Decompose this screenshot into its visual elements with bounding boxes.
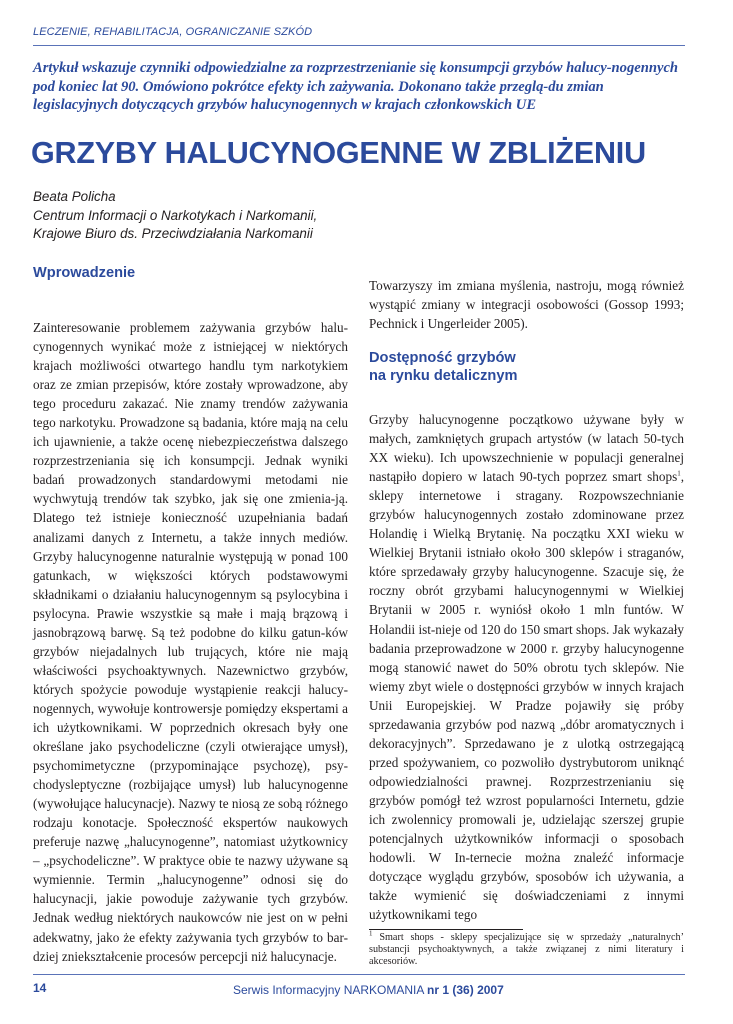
column-right-body (369, 410, 684, 924)
retail-text-part-1: Grzyby halucynogenne początkowo używane były w małych, zamkniętych grupach artystów (w latach 50-tych XX wieku). Ich upowszechnienie w populacji generalnej nastąpiło dopiero w latach 90-tych poprzez smart shops (369, 412, 684, 485)
retail-paragraph (369, 410, 684, 924)
article-title: GRZYBY HALUCYNOGENNE W ZBLIŻENIU (31, 136, 646, 170)
author-affiliation-1: Centrum Informacji o Narkotykach i Narkomanii, (33, 207, 318, 223)
journal-footer (233, 983, 504, 997)
column-right-top (369, 276, 684, 333)
author-name: Beata Policha (33, 189, 116, 204)
heading-introduction: Wprowadzenie (33, 265, 136, 281)
intro-paragraph: Zainteresowanie problemem zażywania grzybów halu-cynogennych wynikać może z istniejącej w niektórych krajach możliwości otwartego handlu tym narkotykiem oraz ze zmian przepisów, które zostały wprowadzone, aby tego proceduru zakazać. Nie znamy trendów zażywania tego narkotyku. Prowadzone są badania, które mają na celu ich ujawnienie, a także ocenę niebezpieczeństwa dalszego rozprzestrzeniania się ich konsumpcji. Jednak wyniki badań prowadzonych standardowymi metodami nie wychwytują trendów tak szybko, jak się one zmienia-ją. Dlatego też istnieje konieczność uzupełniania badań analizami danych z Internetu, a także innych mediów. Grzyby halucynogenne naturalnie występują w ponad 100 gatunkach, w większości których podstawowymi składnikami o działaniu halucynogennym są psylocybina i psylocyna. Prawie wszystkie są małe i mają brązową i jasnobrązową barwę. Są też podobne do kilku gatun-ków grzybów niejadalnych lub trujących, które nie mają właściwości psychoaktywnych. Nazewnictwo grzybów, których spożycie powoduje wystąpienie reakcji halucy-nogennych, wywołuje kontrowersje pomiędzy ekspertami a ich użytkownikami. W poprzednich okresach były one określane jako psychodeliczne (czyli otwierające umysł), psychomimetyczne (przypominające psychozę), psy-chodysleptyczne (rozbijające umysł) lub halucynogenne (wywołujące halucynacje). Nazwy te niosą ze sobą różnego rodzaju konotacje. Społeczność ekspertów naukowych preferuje nazwę „halucynogenne”, natomiast użytkownicy – „psychodeliczne”. W praktyce obie te nazwy używane są wymiennie. Termin „halucynogenne” odnosi się do halucynacji, jakie powoduje zażywanie tych grzybów. Jednak według niektórych naukowców nie jest on w pełni adekwatny, jako że efekty zażywania tych grzybów to bar-dziej zniekształcenie procesów percepcji niż halucynacje. (33, 320, 348, 964)
heading-retail-availability (369, 349, 517, 385)
journal-name: Serwis Informacyjny NARKOMANIA (233, 983, 428, 997)
retail-text-part-2: , sklepy internetowe i stragany. Rozpowszechnianie grzybów halucynogennych zostało zdominowane przez Holandię i Wielką Brytanię. Na początku XXI wieku w Wielkiej Brytanii istniało około 300 sklepów i straganów, które sprzedawały grzyby halucynogenne. Szacuje się, że roczny obrót grzybami halucynogennymi w Wielkiej Brytanii w 2005 r. wyniósł około 1 mln funtów. W Holandii ist-nieje od 120 do 150 smart shops. Jak wykazały badania przeprowadzone w 2000 r. grzyby halucynogenne mogą stanowić nawet do 50% obrotu tych sklepów. Nie wiemy zbyt wiele o dostępności grzybów w innych krajach Unii Europejskiej. W Pradze pojawiły się próby sprzedawania grzybów pod nazwą „dóbr aromatycznych i dekoracyjnych”. Sprzedawano je z ulotką ostrzegającą przed spożywaniem, co pozwoliło dystrybutorom uniknąć odpowiedzialności prawnej. Rozprzestrzenianiu się grzybów pomógł też wzrost popularności Internetu, gdzie ich zwolennicy promowali je, udzielając szerszej grupie potencjalnych użytkowników informacji o sposobach hodowli. W In-ternecie można znaleźć informacje dotyczące wyglądu grzybów, sposobów ich używania, a także wymienić się doświadczeniami z innymi użytkownikami tego (369, 469, 684, 923)
column-left (33, 318, 348, 966)
author-block (33, 188, 317, 244)
footnote-text: Smart shops - sklepy specjalizujące się w sprzedaży „naturalnych’ substancji psychoaktywnych, a także związanej z nimi literatury i akcesoriów. (369, 932, 684, 967)
footnote-marker: 1 (369, 929, 373, 938)
footnote-reference[interactable]: 1 (677, 469, 681, 478)
footnote-divider (369, 929, 523, 930)
bottom-divider (33, 974, 685, 975)
section-label: LECZENIE, REHABILITACJA, OGRANICZANIE SZKÓD (33, 26, 313, 38)
page-number: 14 (33, 981, 47, 995)
author-affiliation-2: Krajowe Biuro ds. Przeciwdziałania Narkomanii (33, 226, 313, 241)
heading-retail-line-2: na rynku detalicznym (369, 368, 518, 384)
intro-continued-paragraph: Towarzyszy im zmiana myślenia, nastroju, mogą również wystąpić zmiany w integracji osobowości (Gossop 1993; Pechnick i Ungerleider 2005). (369, 278, 684, 332)
article-lead: Artykuł wskazuje czynniki odpowiedzialne za rozprzestrzenianie się konsumpcji grzybów halucy-nogennych pod koniec lat 90. Omówiono pokrótce efekty ich zażywania. Dokonano także przeglą-du zmian legislacyjnych dotyczących grzybów halucynogennych w krajach członkowskich UE (33, 60, 679, 114)
footnote (369, 929, 684, 968)
journal-issue: nr 1 (36) 2007 (427, 983, 504, 997)
top-divider (33, 45, 685, 46)
heading-retail-line-1: Dostępność grzybów (369, 350, 516, 366)
